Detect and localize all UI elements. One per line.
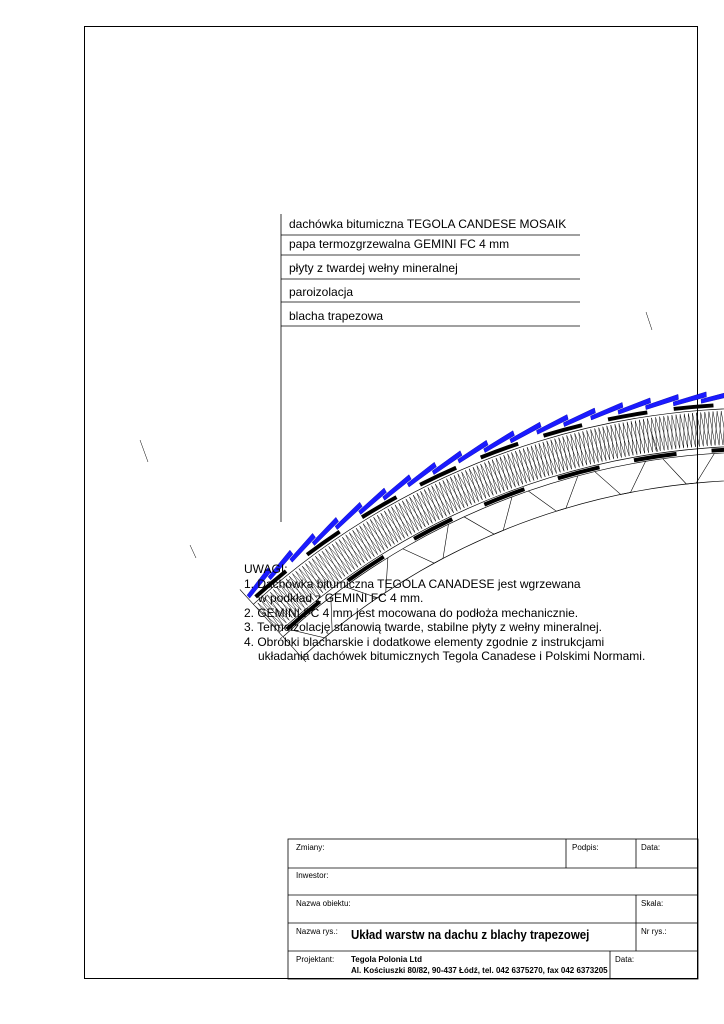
tb-podpis-label: Podpis: [572, 843, 599, 852]
note-line: 4. Obróbki blacharskie i dodatkowe elementy zgodnie z instrukcjami [244, 634, 605, 649]
tb-nr-rys-label: Nr rys.: [641, 927, 667, 936]
shingle-tile [290, 533, 316, 562]
vapour-barrier-segment [558, 467, 600, 478]
note-line: 2. GEMINI FC 4 mm jest mocowana do podłoża mechanicznie. [244, 605, 579, 620]
shingle-tile [510, 422, 541, 443]
tb-inwestor-label: Inwestor: [296, 871, 329, 880]
break-mark [190, 545, 196, 558]
shingle-tile [458, 440, 488, 463]
tb-nazwa-obiektu-label: Nazwa obiektu: [296, 899, 351, 908]
tb-data-label: Data: [641, 843, 661, 852]
layer-label-trapezoidal-sheet: blacha trapezowa [289, 309, 384, 323]
vapour-barrier-segment [712, 449, 724, 451]
gemini-membrane-segment [608, 412, 647, 419]
tb-company: Tegola Polonia Ltd [351, 955, 422, 964]
notes-heading: UWAGI: [244, 562, 288, 576]
shingle-tile [335, 502, 362, 529]
break-mark [140, 440, 148, 462]
tb-skala-label: Skala: [641, 899, 664, 908]
gemini-membrane-segment [674, 405, 714, 409]
vapour-barrier-segment [484, 489, 524, 504]
tb-data2-label: Data: [615, 955, 635, 964]
layer-label-shingles: dachówka bitumiczna TEGOLA CANDESE MOSAIK [289, 217, 567, 231]
layer-label-vapor-barrier: paroizolacja [289, 285, 354, 299]
note-line: w podkład z GEMINI FC 4 mm. [258, 591, 424, 605]
tb-drawing-title: Układ warstw na dachu z blachy trapezowej [351, 928, 590, 942]
shingle-tile [383, 475, 412, 501]
notes-block [244, 562, 645, 664]
tb-nazwa-rys-label: Nazwa rys.: [296, 927, 338, 936]
tb-zmiany-label: Zmiany: [296, 843, 325, 852]
note-line: układania dachówek bitumicznych Tegola Canadese i Polskimi Normami. [258, 649, 646, 663]
note-line: 3. Termoizolację stanowią twarde, stabilne płyty z wełny mineralnej. [244, 620, 602, 634]
tb-address: Al. Kościuszki 80/82, 90-437 Łódź, tel. 042 6375270, fax 042 6373205 [351, 966, 608, 975]
note-line: 1. Dachówka bitumiczna TEGOLA CANADESE jest wgrzewana [244, 576, 581, 591]
break-mark [646, 312, 652, 330]
title-block-grid [288, 839, 698, 979]
layer-label-membrane: papa termozgrzewalna GEMINI FC 4 mm [289, 237, 510, 251]
break-mark [652, 434, 658, 452]
layer-label-insulation: płyty z twardej wełny mineralnej [289, 261, 458, 275]
tb-projektant-label: Projektant: [296, 955, 335, 964]
